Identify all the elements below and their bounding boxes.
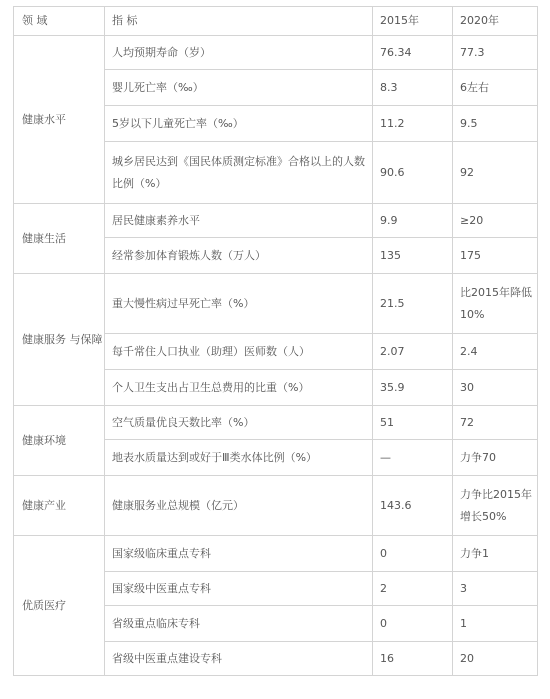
value-2015-cell: 35.9 [373,370,453,406]
header-domain: 领 域 [14,7,105,36]
domain-cell: 健康产业 [14,476,105,536]
indicator-cell: 国家级中医重点专科 [105,572,373,606]
value-2015-cell: 16 [373,642,453,676]
table-row [14,536,538,572]
value-2020-cell: 比2015年降低10% [453,274,538,334]
value-2015-cell: 2.07 [373,334,453,370]
value-2015-cell: 21.5 [373,274,453,334]
indicator-cell: 省级重点临床专科 [105,606,373,642]
indicator-cell: 重大慢性病过早死亡率（%） [105,274,373,334]
value-2020-cell: 72 [453,406,538,440]
value-2015-cell: 8.3 [373,70,453,106]
value-2015-cell: 2 [373,572,453,606]
domain-cell: 健康生活 [14,204,105,274]
indicator-cell: 个人卫生支出占卫生总费用的比重（%） [105,370,373,406]
value-2020-cell: 力争比2015年增长50% [453,476,538,536]
table-row [14,406,538,440]
indicator-cell: 居民健康素养水平 [105,204,373,238]
value-2015-cell: 0 [373,536,453,572]
table-row [14,476,538,536]
indicators-table [13,6,538,676]
indicator-cell: 每千常住人口执业（助理）医师数（人） [105,334,373,370]
value-2020-cell: 力争1 [453,536,538,572]
value-2020-cell: 2.4 [453,334,538,370]
table-row [14,36,538,70]
value-2020-cell: 175 [453,238,538,274]
indicator-cell: 人均预期寿命（岁） [105,36,373,70]
indicator-cell: 城乡居民达到《国民体质测定标准》合格以上的人数比例（%） [105,142,373,204]
value-2020-cell: ≥20 [453,204,538,238]
indicator-cell: 地表水质量达到或好于Ⅲ类水体比例（%） [105,440,373,476]
indicator-cell: 经常参加体育锻炼人数（万人） [105,238,373,274]
domain-cell: 优质医疗 [14,536,105,676]
value-2015-cell: 9.9 [373,204,453,238]
indicator-cell: 健康服务业总规模（亿元） [105,476,373,536]
indicator-cell: 国家级临床重点专科 [105,536,373,572]
value-2015-cell: 76.34 [373,36,453,70]
domain-cell: 健康水平 [14,36,105,204]
value-2020-cell: 92 [453,142,538,204]
indicator-cell: 省级中医重点建设专科 [105,642,373,676]
value-2020-cell: 9.5 [453,106,538,142]
value-2015-cell: 0 [373,606,453,642]
header-2015: 2015年 [373,7,453,36]
table-header-row [14,7,538,36]
indicator-cell: 5岁以下儿童死亡率（‰） [105,106,373,142]
value-2015-cell: 135 [373,238,453,274]
value-2020-cell: 20 [453,642,538,676]
value-2015-cell: 143.6 [373,476,453,536]
header-2020: 2020年 [453,7,538,36]
value-2020-cell: 77.3 [453,36,538,70]
indicator-cell: 空气质量优良天数比率（%） [105,406,373,440]
value-2015-cell: — [373,440,453,476]
value-2020-cell: 力争70 [453,440,538,476]
value-2015-cell: 51 [373,406,453,440]
value-2015-cell: 11.2 [373,106,453,142]
domain-cell: 健康环境 [14,406,105,476]
header-indicator: 指 标 [105,7,373,36]
value-2020-cell: 6左右 [453,70,538,106]
table-row [14,204,538,238]
value-2020-cell: 30 [453,370,538,406]
indicator-cell: 婴儿死亡率（‰） [105,70,373,106]
value-2020-cell: 3 [453,572,538,606]
value-2020-cell: 1 [453,606,538,642]
domain-cell: 健康服务 与保障 [14,274,105,406]
table-row [14,274,538,334]
value-2015-cell: 90.6 [373,142,453,204]
